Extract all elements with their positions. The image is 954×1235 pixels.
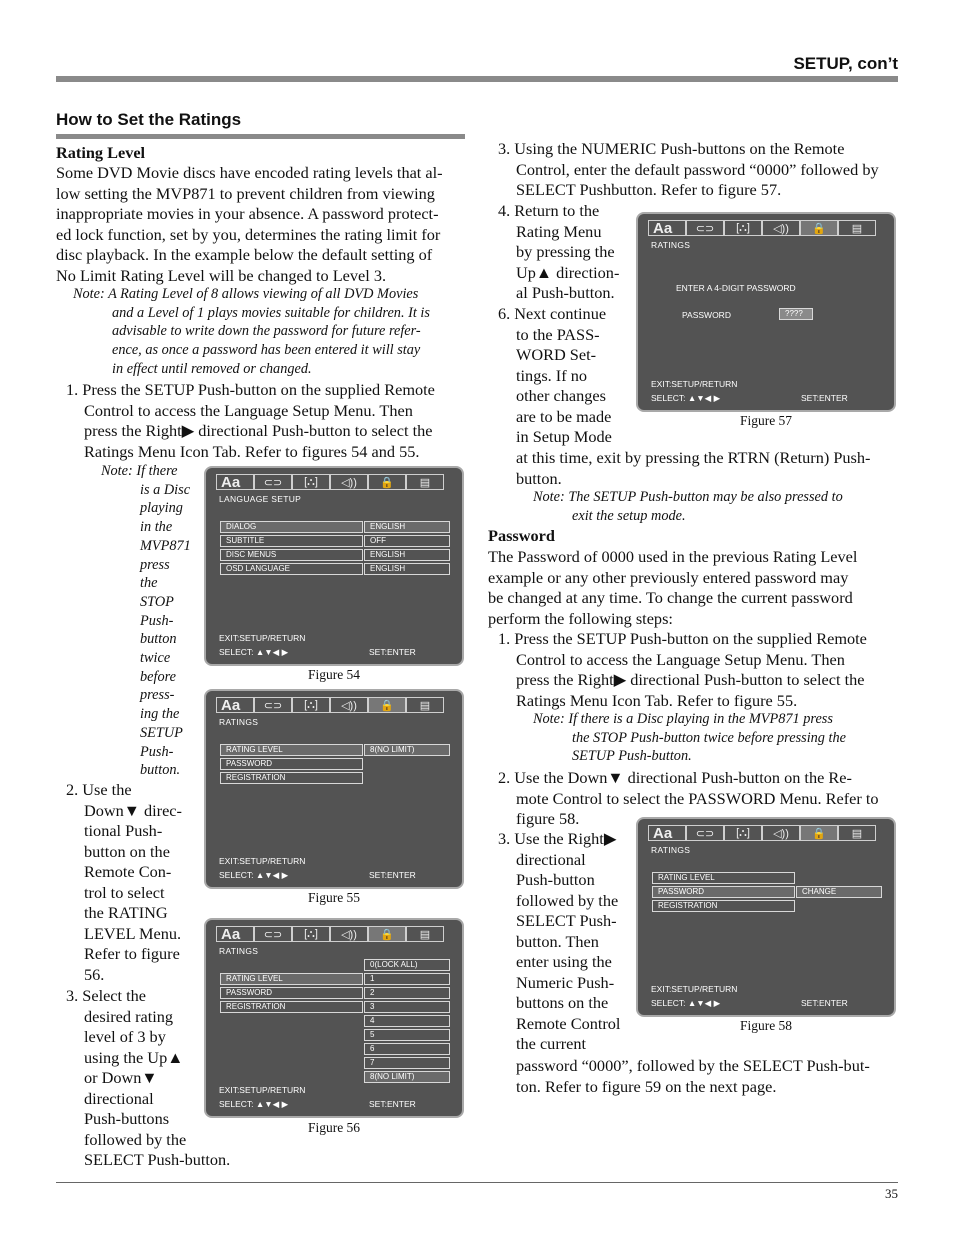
step-3: 3. Select the desired rating level of 3 by using the Up▲ or Down▼ directional Push-buttons followed by the SELECT Push-button.: [66, 986, 231, 1169]
footer-rule: [56, 1182, 898, 1183]
osd-title: RATINGS: [219, 717, 259, 727]
osd-exit-hint: EXIT:SETUP/RETURN: [219, 856, 306, 866]
figure-55-caption: Figure 55: [307, 890, 361, 905]
osd-set-hint: SET:ENTER: [369, 870, 416, 880]
rating-option-selected: 8(NO LIMIT): [364, 1071, 450, 1083]
menu-item-password: PASSWORD: [220, 758, 363, 770]
figure-55-osd: [204, 689, 464, 889]
figure-54-caption: Figure 54: [307, 667, 361, 682]
step-1: 1. Press the SETUP Push-button on the supplied Remote Control to access the Language Setup Menu. Then press the Right▶ directional Push-button to select the Ratings Menu Icon Tab. Refer to figures 54 and 55.: [66, 380, 435, 461]
menu-item-registration: REGISTRATION: [652, 900, 795, 912]
step-6-continued: at this time, exit by pressing the RTRN (Return) Push- button.: [516, 448, 871, 488]
password-step-3-continued: password “0000”, followed by the SELECT Push-but- ton. Refer to figure 59 on the next page.: [516, 1056, 870, 1096]
lock-tab-icon: 🔒: [368, 926, 406, 942]
speaker-tab-icon: ◁)): [762, 220, 800, 236]
person-tab-icon: [⛬]: [724, 220, 762, 236]
rating-intro: Some DVD Movie discs have encoded rating levels that al- low setting the MVP871 to prevent children from viewing inappropriate movies in your absence. A password protect- ed lock function, set by you, determines the rating limit for disc playback. In the example below the default setting of No Limit Rating Level will be changed to Level 3.: [56, 163, 443, 285]
speaker-tab-icon: ◁)): [762, 825, 800, 841]
password-intro: The Password of 0000 used in the previous Rating Level example or any other previously entered password may be changed at any time. To change the current password perform the following steps:: [488, 547, 858, 628]
osd-tab-bar: [216, 926, 454, 944]
osd-tab-bar: [216, 474, 454, 492]
rating-level-heading: Rating Level: [56, 143, 146, 162]
rating-option: 3: [364, 1001, 450, 1013]
osd-title: RATINGS: [651, 240, 691, 250]
rating-option: 0(LOCK ALL): [364, 959, 450, 971]
speaker-tab-icon: ◁)): [330, 474, 368, 490]
menu-item-rating-level: RATING LEVEL: [220, 973, 363, 985]
lock-tab-icon: 🔒: [800, 825, 838, 841]
password-step-2: 2. Use the Down▼ directional Push-button on the Re- mote Control to select the PASSWORD Menu. Refer to figure 58.: [498, 768, 879, 828]
osd-select-hint: SELECT: ▲▼◀ ▶: [651, 393, 721, 403]
speaker-tab-icon: ◁)): [330, 697, 368, 713]
menu-item-dialog: DIALOG: [220, 521, 363, 533]
osd-select-hint: SELECT: ▲▼◀ ▶: [219, 647, 289, 657]
osd-title: RATINGS: [651, 845, 691, 855]
osd-exit-hint: EXIT:SETUP/RETURN: [219, 1085, 306, 1095]
password-step-3: 3. Use the Right▶ directional Push-button followed by the SELECT Push- button. Then enter using the Numeric Push- buttons on the Remote Control the current: [498, 829, 621, 1053]
step-6: 6. Next continue to the PASS- WORD Set- tings. If no other changes are to be made in Setup Mode: [498, 304, 612, 446]
person-tab-icon: [⛬]: [292, 697, 330, 713]
osd-select-hint: SELECT: ▲▼◀ ▶: [219, 870, 289, 880]
rating-note: Note: A Rating Level of 8 allows viewing of all DVD Movies and a Level of 1 plays movies suitable for children. It is advisable to write down the password for future refer- ence, as once a password has been entered it will stay in effect until removed or changed.: [73, 286, 430, 377]
osd-title: RATINGS: [219, 946, 259, 956]
rating-option: 6: [364, 1043, 450, 1055]
osd-set-hint: SET:ENTER: [801, 393, 848, 403]
menu-item-disc-menus: DISC MENUS: [220, 549, 363, 561]
figure-56-caption: Figure 56: [307, 1120, 361, 1135]
step-3-numeric: 3. Using the NUMERIC Push-buttons on the Remote Control, enter the default password “0000” followed by SELECT Pushbutton. Refer to figure 57.: [498, 139, 879, 199]
menu-item-registration: REGISTRATION: [220, 1001, 363, 1013]
password-heading: Password: [488, 526, 555, 545]
value-password-change: CHANGE: [796, 886, 882, 898]
language-tab-icon: Aa: [216, 474, 254, 490]
doc-tab-icon: ▤: [838, 220, 876, 236]
osd-tab-bar: [648, 825, 886, 843]
value-osd-language: ENGLISH: [364, 563, 450, 575]
rating-option: 7: [364, 1057, 450, 1069]
value-disc-menus: ENGLISH: [364, 549, 450, 561]
password-step-1: 1. Press the SETUP Push-button on the supplied Remote Control to access the Language Setup Menu. Then press the Right▶ directional Push-button to select the Ratings Menu Icon Tab. Refer to figure 55.: [498, 629, 867, 710]
doc-tab-icon: ▤: [406, 697, 444, 713]
section-rule: [56, 134, 465, 139]
password-step-1-note: Note: If there is a Disc playing in the MVP871 press the STOP Push-button twice before pressing the SETUP Push-button.: [533, 711, 846, 765]
lock-tab-icon: 🔒: [800, 220, 838, 236]
speaker-tab-icon: ◁)): [330, 926, 368, 942]
osd-exit-hint: EXIT:SETUP/RETURN: [651, 379, 738, 389]
person-tab-icon: [⛬]: [292, 474, 330, 490]
menu-item-rating-level: RATING LEVEL: [652, 872, 795, 884]
osd-select-hint: SELECT: ▲▼◀ ▶: [651, 998, 721, 1008]
figure-56-osd: [204, 918, 464, 1118]
page-header: SETUP, con’t: [793, 54, 898, 73]
password-field: ????: [779, 308, 813, 320]
osd-select-hint: SELECT: ▲▼◀ ▶: [219, 1099, 289, 1109]
disc-tab-icon: ⊂⊃: [254, 926, 292, 942]
osd-set-hint: SET:ENTER: [369, 1099, 416, 1109]
menu-item-password: PASSWORD: [220, 987, 363, 999]
value-subtitle: OFF: [364, 535, 450, 547]
figure-58-caption: Figure 58: [739, 1018, 793, 1033]
value-dialog: ENGLISH: [364, 521, 450, 533]
step-2: 2. Use the Down▼ direc- tional Push- button on the Remote Con- trol to select the RATING LEVEL Menu. Refer to figure 56.: [66, 780, 182, 984]
person-tab-icon: [⛬]: [292, 926, 330, 942]
osd-set-hint: SET:ENTER: [801, 998, 848, 1008]
figure-57-osd: [636, 212, 896, 412]
figure-54-osd: [204, 466, 464, 666]
menu-item-osd-language: OSD LANGUAGE: [220, 563, 363, 575]
rating-option: 5: [364, 1029, 450, 1041]
osd-exit-hint: EXIT:SETUP/RETURN: [651, 984, 738, 994]
osd-title: LANGUAGE SETUP: [219, 494, 302, 504]
osd-tab-bar: [648, 220, 886, 238]
disc-tab-icon: ⊂⊃: [686, 825, 724, 841]
person-tab-icon: [⛬]: [724, 825, 762, 841]
language-tab-icon: Aa: [216, 697, 254, 713]
section-title: How to Set the Ratings: [56, 110, 242, 129]
language-tab-icon: Aa: [216, 926, 254, 942]
step-6-note: Note: The SETUP Push-button may be also pressed to exit the setup mode.: [533, 489, 843, 524]
figure-58-osd: [636, 817, 896, 1017]
doc-tab-icon: ▤: [406, 474, 444, 490]
figure-57-caption: Figure 57: [739, 413, 793, 428]
menu-item-password: PASSWORD: [652, 886, 795, 898]
rating-option: 2: [364, 987, 450, 999]
doc-tab-icon: ▤: [406, 926, 444, 942]
doc-tab-icon: ▤: [838, 825, 876, 841]
disc-tab-icon: ⊂⊃: [686, 220, 724, 236]
osd-exit-hint: EXIT:SETUP/RETURN: [219, 633, 306, 643]
password-prompt: ENTER A 4-DIGIT PASSWORD: [676, 283, 796, 293]
page-number: 35: [885, 1186, 898, 1201]
language-tab-icon: Aa: [648, 825, 686, 841]
disc-tab-icon: ⊂⊃: [254, 474, 292, 490]
header-rule: [56, 76, 898, 82]
osd-tab-bar: [216, 697, 454, 715]
value-rating-level: 8(NO LIMIT): [364, 744, 450, 756]
password-label: PASSWORD: [682, 310, 731, 320]
language-tab-icon: Aa: [648, 220, 686, 236]
menu-item-subtitle: SUBTITLE: [220, 535, 363, 547]
disc-tab-icon: ⊂⊃: [254, 697, 292, 713]
step-4: 4. Return to the Rating Menu by pressing the Up▲ direction- al Push-button.: [498, 201, 620, 302]
lock-tab-icon: 🔒: [368, 474, 406, 490]
rating-option: 4: [364, 1015, 450, 1027]
menu-item-rating-level: RATING LEVEL: [220, 744, 363, 756]
lock-tab-icon: 🔒: [368, 697, 406, 713]
osd-set-hint: SET:ENTER: [369, 647, 416, 657]
rating-option: 1: [364, 973, 450, 985]
step-1-note: Note: If there is a Disc playing in the MVP871 press the STOP Push- button twice before press- ing the SETUP Push- button.: [101, 463, 191, 779]
menu-item-registration: REGISTRATION: [220, 772, 363, 784]
